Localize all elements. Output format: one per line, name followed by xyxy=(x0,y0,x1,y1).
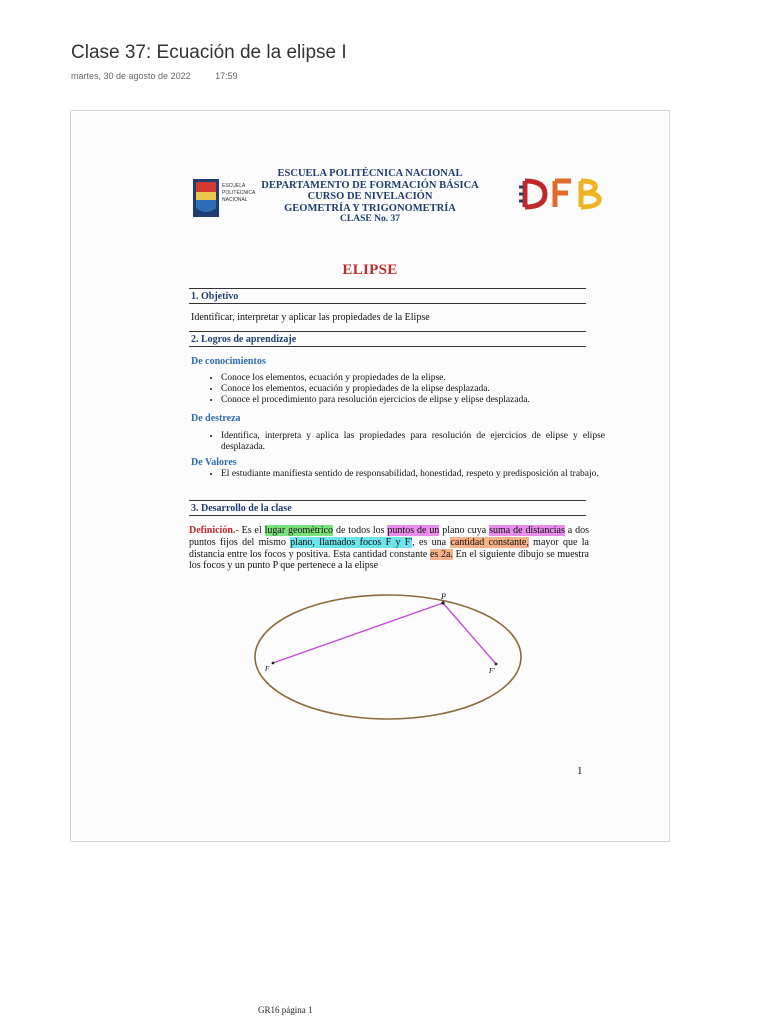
focus-f xyxy=(272,662,275,665)
header-line-1: ESCUELA POLITÉCNICA NACIONAL xyxy=(277,168,463,179)
subheading-valores: De Valores xyxy=(191,457,237,468)
list-conocimientos xyxy=(203,373,605,406)
header-line-2: DEPARTAMENTO DE FORMACIÓN BÁSICA xyxy=(261,179,479,191)
label-p: P xyxy=(441,592,446,601)
definition-text: Es el xyxy=(238,525,265,536)
note-meta xyxy=(71,71,238,81)
definition-paragraph xyxy=(189,525,589,572)
highlight-focos: plano, llamados focos F y F' xyxy=(290,536,413,548)
list-item: • Conoce el procedimiento para resolución ejercicios de elipse y elipse desplazada. xyxy=(221,395,605,406)
ellipse-curve xyxy=(255,595,521,719)
subheading-conocimientos: De conocimientos xyxy=(191,356,266,367)
epn-logo-text-2: POLITÉCNICA xyxy=(222,190,256,196)
highlight-puntos: puntos de un xyxy=(387,525,440,536)
highlight-2a: es 2a. xyxy=(429,548,453,560)
section-heading-logros: 2. Logros de aprendizaje xyxy=(189,331,586,347)
definition-text: En el siguiente dibujo se muestra los focos y un punto P que pertenece a la elipse xyxy=(189,548,589,572)
highlight-lugar-geometrico: lugar geométrico xyxy=(264,525,334,536)
segment-f-p xyxy=(273,603,443,663)
notebook-page-footer: GR16 página 1 xyxy=(258,1005,313,1015)
definition-text: plano cuya xyxy=(439,525,490,536)
epn-logo-text-1: ESCUELA xyxy=(222,183,246,189)
highlight-cantidad-constante: cantidad constante, xyxy=(450,536,529,548)
focus-f-prime xyxy=(495,663,498,666)
list-item: • Conoce los elementos, ecuación y propiedades de la elipse desplazada. xyxy=(221,384,605,395)
header-line-5: CLASE No. 37 xyxy=(340,214,400,224)
section-heading-desarrollo: 3. Desarrollo de la clase xyxy=(189,500,586,516)
definition-keyword: Definición.- xyxy=(189,525,239,536)
label-f: F xyxy=(265,665,270,673)
segment-p-f2 xyxy=(443,603,496,664)
list-item: • El estudiante manifiesta sentido de responsabilidad, honestidad, respeto y predisposición al trabajo. xyxy=(221,469,605,480)
embedded-document-page xyxy=(70,110,670,842)
note-time: 17:59 xyxy=(215,71,238,81)
dfb-logo xyxy=(519,177,615,211)
highlight-suma-distancias: suma de distancias xyxy=(489,525,565,536)
document-header xyxy=(251,168,489,226)
list-item: • Conoce los elementos, ecuación y propiedades de la elipse. xyxy=(221,373,605,384)
epn-logo-text-3: NACIONAL xyxy=(222,197,248,203)
note-title: Clase 37: Ecuación de la elipse I xyxy=(71,42,347,63)
definition-text: de todos los xyxy=(333,525,388,536)
definition-text: , es una xyxy=(412,536,451,548)
document-title: ELIPSE xyxy=(342,262,398,278)
header-line-4: GEOMETRÍA Y TRIGONOMETRÍA xyxy=(284,202,456,214)
definition-text: a dos puntos fijos del mismo xyxy=(189,525,590,548)
header-line-3: CURSO DE NIVELACIÓN xyxy=(307,191,433,202)
objective-text: Identificar, interpretar y aplicar las propiedades de la Elipse xyxy=(191,312,430,323)
label-f-prime: F' xyxy=(489,667,495,675)
note-date: martes, 30 de agosto de 2022 xyxy=(71,71,191,81)
subheading-destreza: De destreza xyxy=(191,413,241,424)
dfb-logo-text: DFB xyxy=(519,177,521,178)
section-heading-objetivo: 1. Objetivo xyxy=(189,288,586,304)
list-destreza xyxy=(203,431,605,453)
definition-text: mayor que la distancia entre los focos y positiva. Esta cantidad constante xyxy=(189,536,589,560)
list-valores xyxy=(203,469,605,480)
point-p xyxy=(441,601,444,604)
list-item: • Identifica, interpreta y aplica las propiedades para resolución de ejercicios de elipse y elipse desplazada. xyxy=(221,431,605,453)
page-number: 1 xyxy=(577,765,583,777)
ellipse-figure xyxy=(251,591,526,723)
